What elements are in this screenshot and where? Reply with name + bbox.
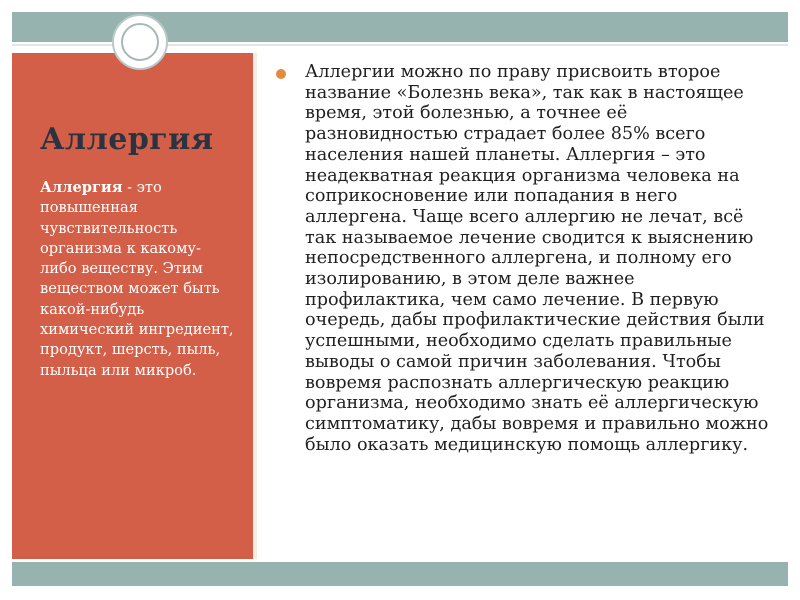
- definition-body: - это повышенная чувствительность организма к какому-либо веществу. Этим веществом может быть какой-нибудь химический ингредиент, продукт, шерсть, пыль, пыльца или микроб.: [40, 179, 234, 379]
- definition-text: [40, 178, 236, 381]
- body-paragraph: Аллергии можно по праву присвоить второе название «Болезнь века», так как в настоящее время, этой болезнью, а точнее её разновидностью страдает более 85% всего населения нашей планеты. Аллергия – это неадекватная реакция организма человека на соприкосновение или попадания в него аллергена. Чаще всего аллергию не лечат, всё так называемое лечение сводится к выяснению непосредственного аллергена, и полному его изолированию, в этом деле важнее профилактика, чем само лечение. В первую очередь, дабы профилактические действия были успешными, необходимо сделать правильные выводы о самой причин заболевания. Чтобы вовремя распознать аллергическую реакцию организма, необходимо знать её аллергическую симптоматику, дабы вовремя и правильно можно было оказать медицинскую помощь аллергику.: [305, 62, 769, 455]
- definition-term: Аллергия: [40, 179, 123, 196]
- bottom-band: [12, 562, 788, 586]
- left-panel-edge: [253, 53, 257, 559]
- slide-title: Аллергия: [40, 122, 214, 157]
- decorative-inner-circle-icon: [121, 23, 159, 61]
- bullet-icon: [276, 69, 286, 79]
